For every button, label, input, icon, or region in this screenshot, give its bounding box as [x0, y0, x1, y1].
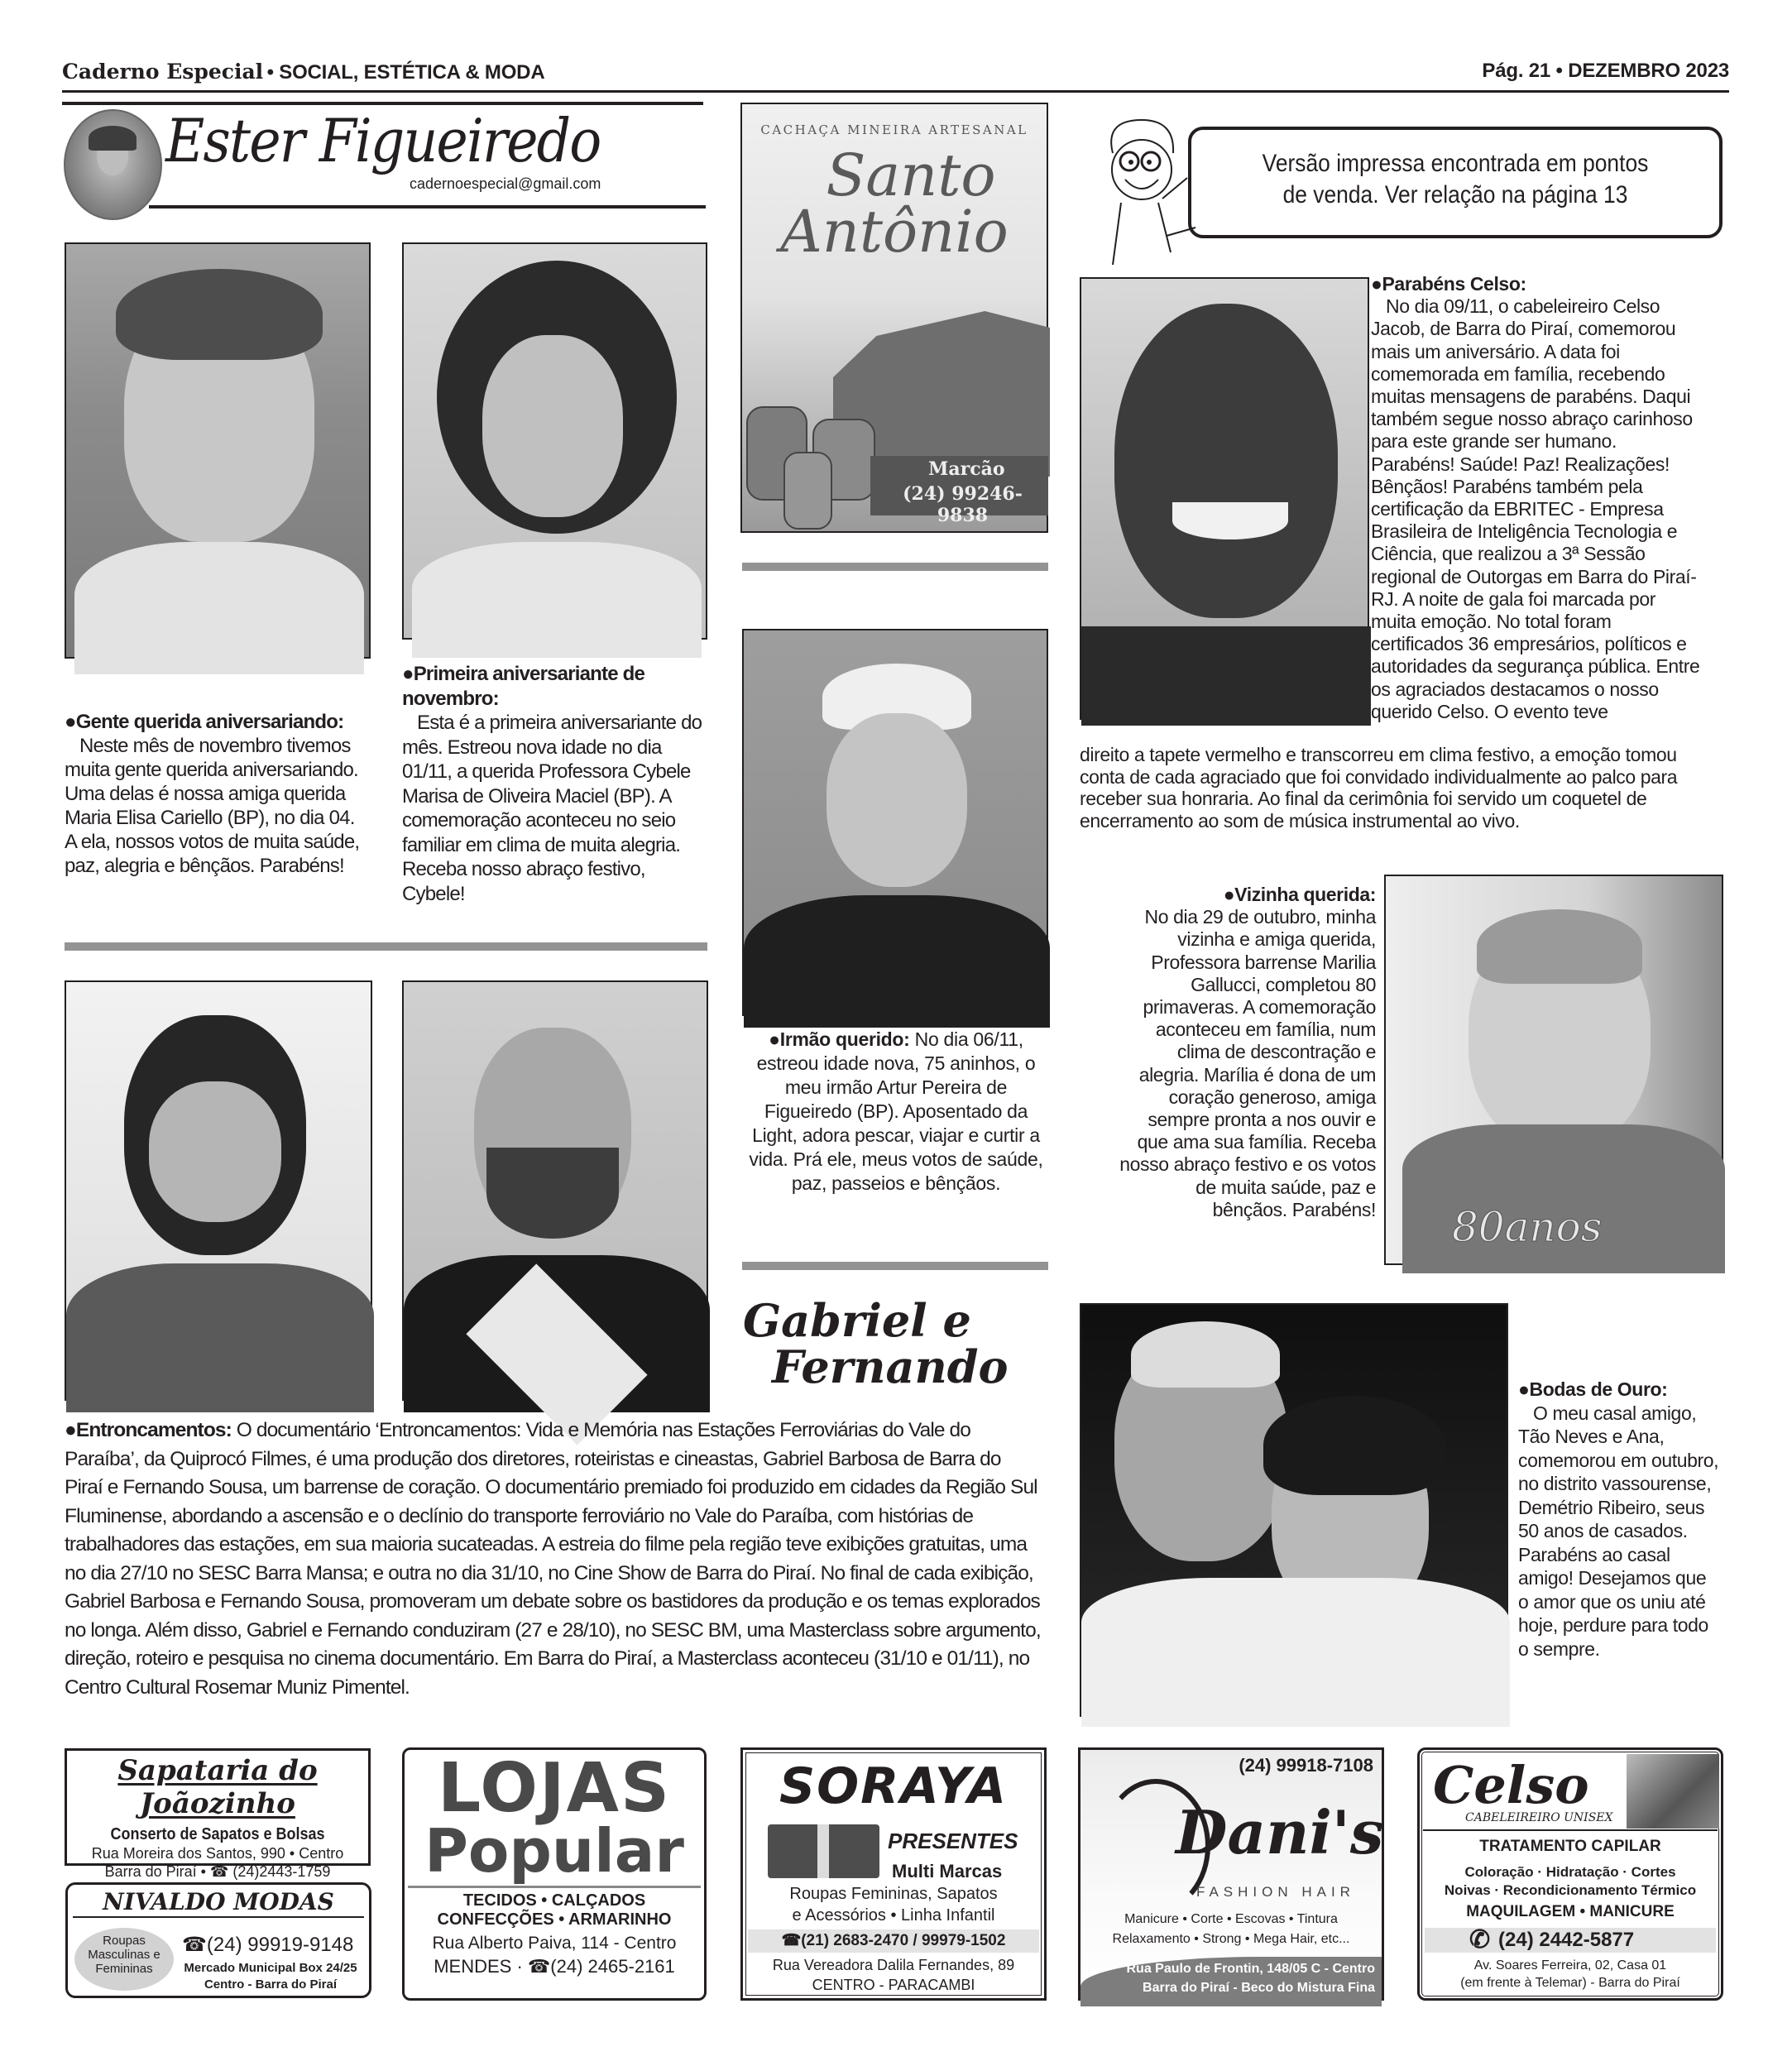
article-entroncamentos [65, 1416, 1041, 1702]
gift-box-icon [768, 1824, 879, 1878]
article-body-bottom: direito a tapete vermelho e transcorreu em clima festivo, a emoção tomou conta de cada agraciado que foi convidado individualmente ao palco para receber sua honraria. Ao final da cerimônia foi servido um coquetel de encerramento ao som de música instrumental ao vivo. [1080, 744, 1678, 832]
article-title: ●Primeira aniversariante de novembro: [402, 663, 645, 710]
ad-city-phone[interactable]: MENDES · ☎(24) 2465-2161 [434, 1956, 675, 1977]
ad-badge-line: Roupas [103, 1934, 146, 1948]
ad-address2: Centro - Barra do Piraí [204, 1977, 338, 1992]
column-email[interactable]: cadernoespecial@gmail.com [410, 175, 601, 192]
photo-overlay-text: 80anos [1452, 1203, 1603, 1251]
photo-cybele [402, 242, 707, 640]
photo-gabriel [65, 980, 372, 1401]
ad-city: CENTRO - PARACAMBI [812, 1977, 975, 1993]
ad-service: Conserto de Sapatos e Bolsas [110, 1825, 325, 1843]
article-body: No dia 29 de outubro, minha vizinha e amiga querida, Professora barrense Marilia Gallucci, completou 80 primaveras. A comemoração aconteceu em família, num clima de descontração e alegria. Marília é dona de um coração generoso, amiga sempre pronta a nos ouvir e que ama sua família. Receba nosso abraço festivo e os votos de muita saúde, paz e bênçãos. Parabéns! [1119, 906, 1376, 1220]
ad-address: Rua Alberto Paiva, 114 - Centro [432, 1934, 677, 1953]
ad-subtitle: FASHION HAIR [1196, 1884, 1355, 1900]
ad-subtitle: CABELEIREIRO UNISEX [1465, 1811, 1613, 1824]
article-parabens-celso-cont [1080, 744, 1708, 832]
ad-address: Rua Moreira dos Santos, 990 • Centro [91, 1845, 344, 1862]
ad-products1: TECIDOS • CALÇADOS [462, 1891, 646, 1910]
ad-address1: Rua Paulo de Frontin, 148/05 C - Centro [1126, 1962, 1375, 1976]
ad-lojas-popular[interactable] [402, 1747, 707, 2001]
ad-services1: Coloração · Hidratação · Cortes [1464, 1864, 1676, 1880]
notice-line1: Versão impressa encontrada em pontos [1262, 150, 1649, 177]
heading-line1: Gabriel e [743, 1294, 971, 1347]
ad-badge [74, 1928, 174, 1991]
ad-address1: Mercado Municipal Box 24/25 [184, 1961, 357, 1975]
ad-name-line2: Popular [424, 1816, 684, 1886]
ad-phone[interactable]: ☎(24) 99919-9148 [182, 1934, 354, 1956]
ad-phone[interactable]: (24) 99918-7108 [1239, 1755, 1373, 1776]
ad-address1: Av. Soares Ferreira, 02, Casa 01 [1473, 1958, 1667, 1973]
ad-services1: Manicure • Corte • Escovas • Tintura [1124, 1912, 1338, 1926]
article-title: ●Entroncamentos: [65, 1419, 232, 1441]
article-vizinha-querida [1117, 884, 1376, 1221]
article-body: O documentário ‘Entroncamentos: Vida e Memória nas Estações Ferroviárias do Vale do Paraíba’, da Quiprocó Filmes, é uma produção dos diretores, roteiristas e cineastas, Gabriel Barbosa de Barra do Piraí e Fernando Sousa, um barrense de coração. O documentário premiado foi produzido em cidades da Região Sul Fluminense, abordando a ascensão e o declínio do transporte ferroviário no Vale do Paraíba, com histórias de trabalhadores das estações, em sua maioria sucateadas. A estreia do filme pela região teve exibições gratuitas, uma no dia 27/10 no SESC Barra Mansa; e outra no dia 31/10, no Cine Show de Barra do Piraí. No final de cada exibição, Gabriel Barbosa e Fernando Sousa, promoveram um debate sobre os bastidores da produção e os temas explorados no longa. Além disso, Gabriel e Fernando conduziram (27 e 28/10), no SESC BM, uma Masterclass sobre argumento, direção, roteiro e pesquisa no cinema documentário. Em Barra do Piraí, a Masterclass aconteceu (31/10 e 01/11), no Centro Cultural Rosemar Muniz Pimentel. [65, 1419, 1041, 1699]
ad-name: NIVALDO MODAS [73, 1888, 364, 1918]
ad-city-phone[interactable]: Barra do Piraí • ☎ (24)2443-1759 [104, 1863, 331, 1880]
ad-services2: Relaxamento • Strong • Mega Hair, etc... [1112, 1932, 1350, 1946]
notice-bubble [1188, 127, 1723, 238]
ad-products2: CONFECÇÕES • ARMARINHO [437, 1910, 672, 1929]
ad-name-line2: Antônio [780, 198, 1009, 266]
ad-celso-cabeleireiro[interactable] [1417, 1747, 1723, 2001]
masthead-top-rule [62, 102, 703, 105]
ad-name: Dani's [1176, 1797, 1384, 1867]
heading-line2: Fernando [772, 1340, 1009, 1393]
ad-address2: Barra do Piraí - Beco do Mistura Fina [1143, 1981, 1375, 1995]
photo-fernando [402, 980, 708, 1401]
ad-sapataria-do-joaozinho[interactable] [65, 1748, 371, 1880]
header-rule [62, 90, 1729, 93]
notice-line2: de venda. Ver relação na página 13 [1282, 181, 1628, 209]
section-brand: Caderno Especial [62, 60, 264, 84]
divider-mid-bottom [742, 1262, 1048, 1270]
barrel-image [783, 452, 832, 530]
ad-badge-line: Femininas [95, 1962, 153, 1976]
article-bodas-de-ouro [1518, 1378, 1721, 1661]
ad-subtitle: PRESENTES [888, 1829, 1018, 1853]
ad-soraya-presentes[interactable] [740, 1747, 1047, 2001]
divider-left [65, 942, 707, 951]
article-title: ●Bodas de Ouro: [1518, 1378, 1668, 1400]
article-body: Neste mês de novembro tivemos muita gente querida aniversariando. Uma delas é nossa amiga querida Maria Elisa Cariello (BP), no dia 04. A ela, nossos votos de muita saúde, paz, alegria e bênçãos. Parabéns! [65, 735, 360, 877]
ad-name-line1: Santo [826, 141, 996, 209]
article-gente-querida [65, 710, 362, 878]
ad-products1: Roupas Femininas, Sapatos [789, 1885, 998, 1903]
photo-artur [742, 629, 1048, 1016]
divider-mid-top [742, 563, 1048, 571]
photo-bodas [1080, 1303, 1508, 1717]
ad-address: Rua Vereadora Dalila Fernandes, 89 [772, 1957, 1015, 1973]
photo-maria-elisa [65, 242, 371, 659]
article-body: No dia 06/11, estreou idade nova, 75 aninhos, o meu irmão Artur Pereira de Figueiredo (BP). Aposentado da Light, adora pescar, viajar e curtir a vida. Prá ele, meus votos de saúde, paz, passeios e bênçãos. [749, 1028, 1043, 1194]
ad-nivaldo-modas[interactable] [65, 1882, 371, 1998]
ad-name-line1: LOJAS [437, 1749, 672, 1828]
ad-badge-line: Masculinas e [88, 1948, 161, 1962]
column-author: Ester Figueiredo [165, 106, 601, 175]
page-header [62, 60, 1729, 89]
ad-products2: e Acessórios • Linha Infantil [792, 1906, 995, 1925]
section-heading-gabriel-fernando [743, 1294, 1009, 1393]
photo-marilia [1384, 875, 1723, 1265]
ad-santo-antonio[interactable] [740, 103, 1048, 533]
author-avatar [64, 109, 162, 220]
mascot-icon [1080, 112, 1204, 265]
ad-tagline: CACHAÇA MINEIRA ARTESANAL [760, 122, 1028, 137]
article-body: Esta é a primeira aniversariante do mês. Estreou nova idade no dia 01/11, a querida Professora Cybele Marisa de Oliveira Maciel (BP). A comemoração aconteceu no seio familiar em clima de muita alegria. Receba nosso abraço festivo, Cybele! [402, 712, 702, 905]
ad-services3: MAQUILAGEM • MANICURE [1466, 1903, 1675, 1920]
ad-address2: (em frente à Telemar) - Barra do Piraí [1460, 1976, 1680, 1990]
section-title: • SOCIAL, ESTÉTICA & MODA [266, 61, 545, 84]
article-irmao-querido [747, 1028, 1045, 1196]
phone-icon: ✆ [1469, 1926, 1491, 1953]
ad-name: SORAYA [779, 1757, 1009, 1815]
article-title: ●Gente querida aniversariando: [65, 711, 344, 733]
article-parabens-celso [1371, 273, 1702, 723]
article-body: O meu casal amigo, Tão Neves e Ana, comemorou em outubro, no distrito vassourense, Demétrio Ribeiro, seus 50 anos de casados. Parabéns ao casal amigo! Desejamos que o amor que os uniu até hoje, perdure para todo o sempre. [1518, 1402, 1719, 1660]
article-title: ●Vizinha querida: [1223, 884, 1376, 905]
ad-phone[interactable]: ☎(21) 2683-2470 / 99979-1502 [748, 1929, 1039, 1953]
ad-phone[interactable]: (24) 99246-9838 [903, 483, 1023, 526]
page-info: Pág. 21 • DEZEMBRO 2023 [1482, 60, 1729, 82]
article-title: ●Parabéns Celso: [1371, 273, 1526, 295]
ad-services2: Noivas · Recondicionamento Térmico [1444, 1882, 1697, 1898]
ad-brand-line: Multi Marcas [892, 1861, 1003, 1881]
ad-contact-name: Marcão [928, 458, 1005, 480]
masthead-bottom-rule [149, 205, 706, 209]
ad-name: Sapataria do Joãozinho [117, 1754, 318, 1820]
ad-heading: TRATAMENTO CAPILAR [1479, 1838, 1661, 1855]
ad-name: Celso [1433, 1755, 1589, 1815]
model-photo [1627, 1754, 1719, 1829]
article-primeira-aniversariante [402, 662, 708, 906]
article-title: ●Irmão querido: [769, 1028, 910, 1050]
ad-phone[interactable]: (24) 2442-5877 [1498, 1929, 1635, 1951]
photo-celso [1080, 277, 1369, 720]
ad-danis-fashion-hair[interactable] [1078, 1747, 1384, 2001]
article-body-top: No dia 09/11, o cabeleireiro Celso Jacob, de Barra do Piraí, comemorou mais um aniversário. A data foi comemorada em família, recebendo muitas mensagens de parabéns. Daqui também segue nosso abraço carinhoso para este grande ser humano. Parabéns! Saúde! Paz! Realizações! Bênçãos! Parabéns também pela certificação da EBRITEC - Empresa Brasileira de Inteligência Tecnologia e Ciência, que realizou a 3ª Sessão regional de Outorgas em Barra do Piraí-RJ. A noite de gala foi marcada por muita emoção. No total foram certificados 36 empresários, políticos e autoridades da segurança pública. Entre os agraciados destacamos o nosso querido Celso. O evento teve [1371, 295, 1700, 722]
